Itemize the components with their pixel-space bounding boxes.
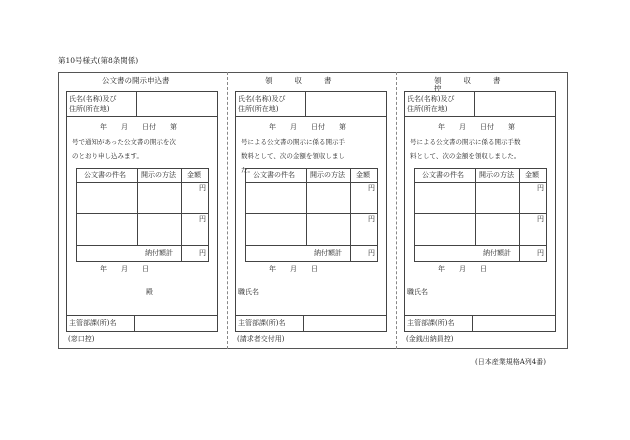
yen-unit: 円 bbox=[537, 184, 544, 192]
body-line-3: た。 bbox=[241, 166, 254, 174]
header-document-name: 公文書の件名 bbox=[422, 171, 464, 179]
fee-table-header-line bbox=[245, 182, 378, 183]
yen-unit: 円 bbox=[537, 249, 544, 257]
notice-date: 年 月 日付 第 bbox=[438, 123, 515, 131]
name-label: 氏名(名称)及び bbox=[238, 95, 286, 103]
name-row-line bbox=[404, 116, 556, 117]
fee-table-total-line bbox=[245, 245, 378, 246]
dept-row-line bbox=[404, 315, 556, 316]
body-line-2: 数料として、次の金額を領収しまし bbox=[241, 152, 345, 160]
yen-unit: 円 bbox=[537, 215, 544, 223]
name-label: 氏名(名称)及び bbox=[69, 95, 117, 103]
header-amount: 金額 bbox=[356, 171, 370, 179]
dept-label: 主管部課(所)名 bbox=[238, 319, 286, 327]
header-document-name: 公文書の件名 bbox=[253, 171, 295, 179]
fee-table-col-line-1 bbox=[475, 168, 476, 245]
header-disclosure-method: 開示の方法 bbox=[479, 171, 514, 179]
official-name-label: 職氏名 bbox=[238, 288, 259, 296]
issue-date: 年 月 日 bbox=[438, 265, 487, 273]
dept-row-divider bbox=[134, 315, 135, 332]
body-line-2: のとおり申し込みます。 bbox=[72, 152, 143, 160]
column-title: 領収書 bbox=[265, 76, 354, 85]
issue-date: 年 月 日 bbox=[269, 265, 318, 273]
header-disclosure-method: 開示の方法 bbox=[310, 171, 345, 179]
dept-row-line bbox=[66, 315, 218, 316]
header-document-name: 公文書の件名 bbox=[84, 171, 126, 179]
standard-note: (日本産業規格A列4番) bbox=[475, 358, 546, 366]
fee-table-col-line-2 bbox=[519, 168, 520, 262]
name-row-divider bbox=[136, 91, 137, 116]
fee-table-col-line-2 bbox=[181, 168, 182, 262]
yen-unit: 円 bbox=[368, 184, 375, 192]
fee-table-row-line bbox=[414, 213, 547, 214]
name-row-line bbox=[66, 116, 218, 117]
total-label: 納付額計 bbox=[145, 249, 173, 257]
body-line-1: 号で通知があった公文書の開示を次 bbox=[72, 138, 176, 146]
total-label: 納付額計 bbox=[483, 249, 511, 257]
dept-label: 主管部課(所)名 bbox=[69, 319, 117, 327]
header-amount: 金額 bbox=[525, 171, 539, 179]
body-line-2: 料として、次の金額を領収しました。 bbox=[410, 152, 521, 160]
column-title: 領収書控 bbox=[434, 76, 523, 93]
fee-table-total-line bbox=[76, 245, 209, 246]
name-row-line bbox=[235, 116, 387, 117]
copy-footer: (請求者交付用) bbox=[237, 335, 285, 343]
name-label: 氏名(名称)及び bbox=[407, 95, 455, 103]
header-disclosure-method: 開示の方法 bbox=[141, 171, 176, 179]
fee-table-header-line bbox=[76, 182, 209, 183]
total-label: 納付額計 bbox=[314, 249, 342, 257]
body-line-1: 号による公文書の開示に係る開示手 bbox=[241, 138, 345, 146]
issue-date: 年 月 日 bbox=[100, 265, 149, 273]
notice-date: 年 月 日付 第 bbox=[269, 123, 346, 131]
yen-unit: 円 bbox=[199, 249, 206, 257]
notice-date: 年 月 日付 第 bbox=[100, 123, 177, 131]
fee-table-header-line bbox=[414, 182, 547, 183]
dept-row-divider bbox=[303, 315, 304, 332]
fee-table-col-line-1 bbox=[306, 168, 307, 245]
dept-row-divider bbox=[472, 315, 473, 332]
body-line-1: 号による公文書の開示に係る開示手数 bbox=[410, 138, 521, 146]
dept-label: 主管部課(所)名 bbox=[407, 319, 455, 327]
fee-table-row-line bbox=[245, 213, 378, 214]
address-label: 住所(所在地) bbox=[407, 105, 448, 113]
address-label: 住所(所在地) bbox=[69, 105, 110, 113]
name-row-divider bbox=[305, 91, 306, 116]
yen-unit: 円 bbox=[199, 184, 206, 192]
fee-table-total-line bbox=[414, 245, 547, 246]
yen-unit: 円 bbox=[199, 215, 206, 223]
fee-table-row-line bbox=[76, 213, 209, 214]
cut-line-1 bbox=[227, 72, 228, 349]
copy-footer: (金銭出納員控) bbox=[406, 335, 454, 343]
yen-unit: 円 bbox=[368, 215, 375, 223]
fee-table-col-line-1 bbox=[137, 168, 138, 245]
dept-row-line bbox=[235, 315, 387, 316]
fee-table-col-line-2 bbox=[350, 168, 351, 262]
column-title: 公文書の開示申込書 bbox=[102, 76, 170, 85]
name-row-divider bbox=[474, 91, 475, 116]
copy-footer: (窓口控) bbox=[68, 335, 95, 343]
form-title: 第10号様式(第8条関係) bbox=[58, 56, 139, 65]
yen-unit: 円 bbox=[368, 249, 375, 257]
official-name-label: 職氏名 bbox=[407, 288, 428, 296]
addressee-suffix: 殿 bbox=[146, 288, 153, 296]
header-amount: 金額 bbox=[187, 171, 201, 179]
address-label: 住所(所在地) bbox=[238, 105, 279, 113]
cut-line-2 bbox=[396, 72, 397, 349]
